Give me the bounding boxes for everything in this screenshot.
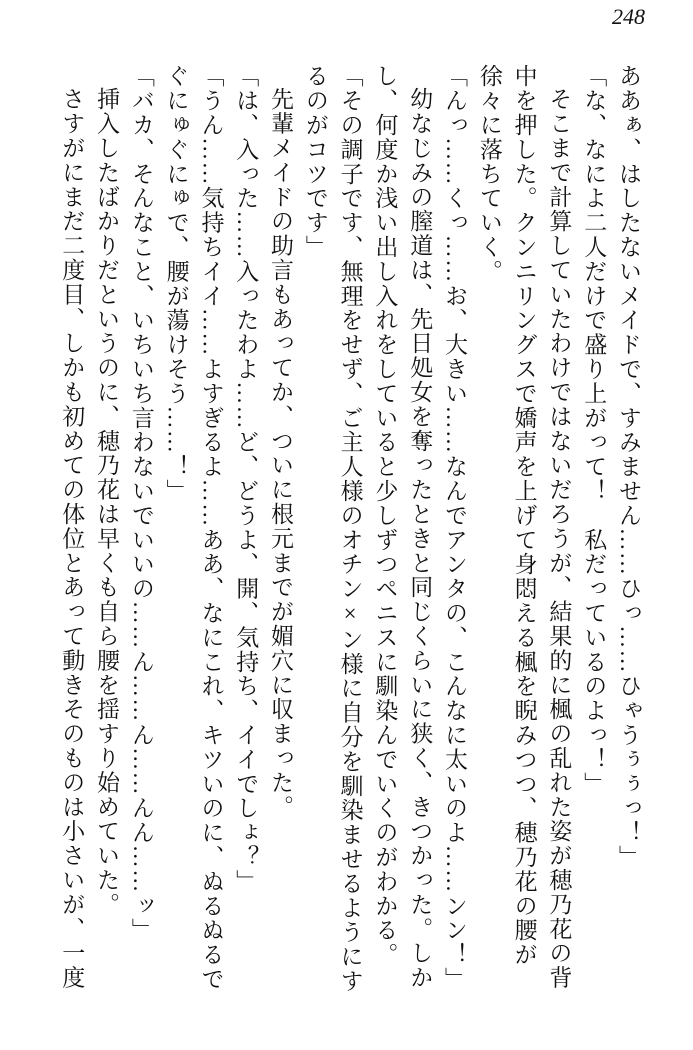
text-line: そこまで計算していたわけではないだろうが、結果的に楓の乱れた姿が穂乃花の背 <box>546 87 572 990</box>
text-line: 幼なじみの膣道は、先日処女を奪ったときと同じくらいに狭く、きつかった。しか <box>407 87 433 990</box>
text-line: ああぁ、はしたないメイドで、すみません……ひっ……ひゃうぅぅっ！」 <box>616 64 641 870</box>
text-line: 「うん……気持ちイイ……よすぎるよ……ああ、なにこれ、キツいのに、ぬるぬるで <box>198 64 224 992</box>
page-number: 248 <box>612 4 645 29</box>
text-line: し、何度か浅い出し入れをしていると少しずつペニスに馴染んでいくのがわかる。 <box>372 64 398 967</box>
text-line: るのがコツです」 <box>302 64 328 260</box>
text-line: 「な、なによ二人だけで盛り上がって！ 私だっているのよっ！」 <box>581 64 607 796</box>
vertical-text-block <box>53 64 645 996</box>
text-line: 「んっ……くっ……お、大きい……なんでアンタの、こんなに太いのよ……ンン！」 <box>442 64 468 992</box>
text-line: 「は、入った……入ったわよ……ど、どうよ、開、気持ち、イイでしょ？」 <box>233 64 259 894</box>
text-line: 「バカ、そんなこと、いちいち言わないでいいの……ん……ん……んん……ッ」 <box>128 64 154 943</box>
text-line: 徐々に落ちていく。 <box>476 64 502 284</box>
text-line: ぐにゅぐにゅで、腰が蕩けそう……！」 <box>163 64 189 504</box>
text-line: 挿入したばかりだというのに、穂乃花は早くも自ら腰を揺すり始めていた。 <box>94 87 120 917</box>
text-line: 中を押した。クンニリングスで嬌声を上げて身悶える楓を睨みつつ、穂乃花の腰が <box>511 64 537 967</box>
text-line: さすがにまだ二度目、しかも初めての体位とあって動きそのものは小さいが、一度 <box>59 87 85 990</box>
text-line: 先輩メイドの助言もあってか、ついに根元までが媚穴に収まった。 <box>268 87 294 819</box>
text-line: 「その調子です、無理をせず、ご主人様のオチン×ン様に自分を馴染ませるようにす <box>337 64 363 994</box>
